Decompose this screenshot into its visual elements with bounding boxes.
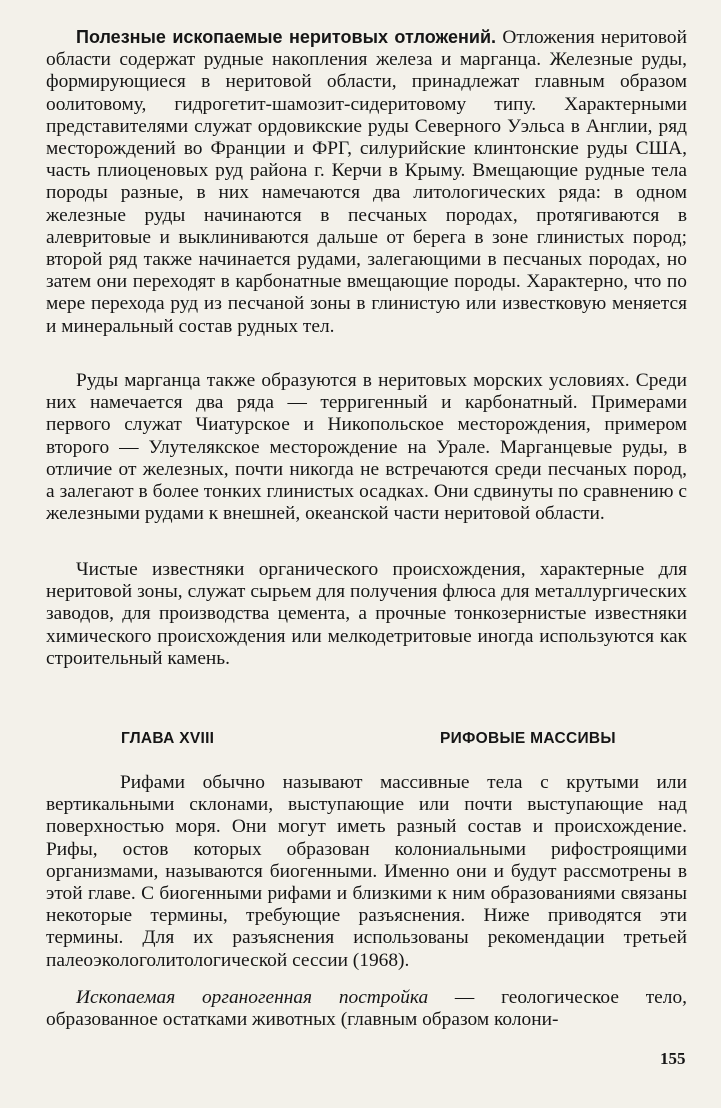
paragraph-text: Рифами обычно называют массивные тела с крутыми или вертикальными склонами, выступающие или почти выступающие над поверхностью моря. Они могут иметь разный состав и происхождение. Рифы, остов которых образован колониальными рифостроящими организмами, называются биогенными. Именно они и будут рассмотрены в этой главе. С биогенными рифами и близкими к ним образованиями связаны некоторые термины, требующие разъяснения. Ниже приводятся эти термины. Для их разъяснения использованы рекомендации третьей палеоэкологолитологической сессии (1968).: [46, 772, 687, 971]
paragraph-reefs-intro: [46, 772, 687, 972]
section-lead-heading: Полезные ископаемые неритовых отложений.: [76, 27, 497, 47]
paragraph-mineral-deposits: [46, 26, 687, 338]
chapter-number: ГЛАВА XVIII: [121, 730, 215, 747]
paragraph-text: — геологическое тело, образованное остатками животных (главным образом колони-: [46, 987, 687, 1031]
chapter-title: РИФОВЫЕ МАССИВЫ: [440, 730, 616, 747]
paragraph-text: Чистые известняки органического происхождения, характерные для неритовой зоны, служат сырьем для получения флюса для металлургических заводов, для производства цемента, а прочные тонкозернистые известняки химического происхождения или мелкодетритовые иногда используются как строительный камень.: [46, 559, 687, 669]
page-number: 155: [660, 1049, 686, 1068]
paragraph-limestones: [46, 559, 687, 670]
defined-term: Ископаемая органогенная постройка: [76, 987, 429, 1008]
paragraph-text: Руды марганца также образуются в неритовых морских условиях. Среди них намечается два ряда — терригенный и карбонатный. Примерами первого служат Чиатурское и Никопольское месторождения, примером второго — Улутелякское месторождение на Урале. Марганцевые руды, в отличие от железных, почти никогда не встречаются среди песчаных пород, а залегают в более тонких глинистых осадках. Они сдвинуты по сравнению с железными рудами к внешней, океанской части неритовой области.: [46, 370, 687, 525]
paragraph-text: Отложения неритовой области содержат рудные накопления железа и марганца. Железные руды, формирующиеся в неритовой области, принадлежат главным образом оолитовому, гидрогетит-шамозит-сидеритовому типу. Характерными представителями служат ордовикские руды Северного Уэльса в Англии, ряд месторождений во Франции и ФРГ, силурийские клинтонские руды США, часть плиоценовых руд района г. Керчи в Крыму. Вмещающие рудные тела породы разные, в них намечаются два литологических ряда: в одном железные руды начинаются в песчаных породах, протягиваются в алевритовые и выклиниваются дальше от берега в зоне глинистых пород; второй ряд также начинается рудами, залегающими в песчаных породах, но затем они переходят в карбонатные вмещающие породы. Характерно, что по мере перехода руд из песчаной зоны в глинистую или известковую меняется и минеральный состав рудных тел.: [46, 27, 687, 337]
paragraph-term-definition: [46, 987, 687, 1031]
paragraph-manganese-ores: [46, 370, 687, 525]
